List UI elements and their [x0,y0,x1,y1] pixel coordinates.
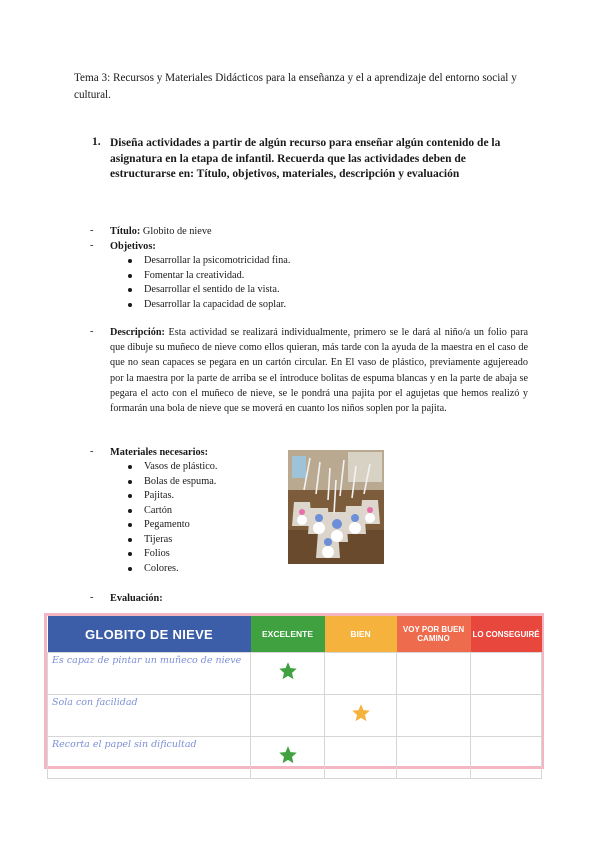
mark-cell [397,695,471,737]
green-star-icon [278,745,298,765]
mark-cell [325,695,397,737]
titulo-label: Título: [110,226,141,237]
list-item: Pegamento [127,518,218,533]
mark-cell [471,695,542,737]
rubric-header-row [48,616,542,653]
rubric-table [44,613,544,769]
criterion-cell: Recorta el papel sin dificultad [48,737,251,779]
list-item: Bolas de espuma. [127,475,218,490]
intro-text: Tema 3: Recursos y Materiales Didácticos para la enseñanza y el a aprendizaje del entorno social y cultural. [74,72,517,101]
descripcion-paragraph [110,325,528,416]
list-item: Desarrollar el sentido de la vista. [127,283,290,298]
mark-cell [325,653,397,695]
criterion-cell: Es capaz de pintar un muñeco de nieve [48,653,251,695]
dash-bullet: - [90,446,94,457]
evaluacion-label: Evaluación: [110,593,163,604]
mark-cell [251,695,325,737]
descripcion-label: Descripción: [110,327,165,338]
list-item: Tijeras [127,533,218,548]
mark-cell [325,737,397,779]
column-header-excelente: EXCELENTE [251,616,325,653]
mark-cell [397,653,471,695]
orange-star-icon [351,703,371,723]
descripcion-text: Esta actividad se realizará individualmente, primero se le dará al niño/a un folio para que dibuje su muñeco de nieve como ellos quieran, más tarde con la ayuda de la maestra en el caso de que no sean capaces se pegara en un cartón circular. En El vaso de plástico, previamente agujereado por la maestra por la parte de arriba se el introduce bolitas de espuma blancas y en la parte de abaja se pegara el acto con el muñeco de nieve, se le pondrá una pajita por el agujetas que hemos realizó y formarán una bola de nieve que se moverá en cuanto los niños soplen por la pajita. [110,327,528,415]
list-item: Desarrollar la capacidad de soplar. [127,298,290,313]
list-item: Fomentar la creatividad. [127,269,290,284]
objetivos-list [127,254,290,312]
materiales-label: Materiales necesarios: [110,447,209,458]
list-item: Cartón [127,504,218,519]
question-number: 1. [92,136,101,148]
question-text: Diseña actividades a partir de algún recurso para enseñar algún contenido de la asignatura en la etapa de infantil. Recuerda que las actividades deben de estructurarse en: Título, objetivos, materiales, descripción y evaluación [110,137,501,180]
table-row [48,653,542,695]
table-row [48,695,542,737]
dash-bullet: - [90,592,94,603]
criterion-cell: Sola con facilidad [48,695,251,737]
column-header-bien: BIEN [325,616,397,653]
mark-cell [251,653,325,695]
list-item: Colores. [127,562,218,577]
titulo-value: Globito de nieve [140,226,212,237]
list-item: Folios [127,547,218,562]
activity-photo [288,450,384,564]
dash-bullet: - [90,240,94,251]
green-star-icon [278,661,298,681]
mark-cell [471,737,542,779]
table-row [48,737,542,779]
column-header-conseguire: LO CONSEGUIRÉ [471,616,542,653]
objetivos-label: Objetivos: [110,241,156,252]
list-item: Vasos de plástico. [127,460,218,475]
mark-cell [251,737,325,779]
column-header-buen-camino: VOY POR BUEN CAMINO [397,616,471,653]
mark-cell [397,737,471,779]
dash-bullet: - [90,326,94,337]
mark-cell [471,653,542,695]
titulo-line [110,225,212,240]
materiales-list [127,460,218,576]
rubric-title: GLOBITO DE NIEVE [48,616,251,653]
dash-bullet: - [90,225,94,236]
list-item: Pajitas. [127,489,218,504]
list-item: Desarrollar la psicomotricidad fina. [127,254,290,269]
